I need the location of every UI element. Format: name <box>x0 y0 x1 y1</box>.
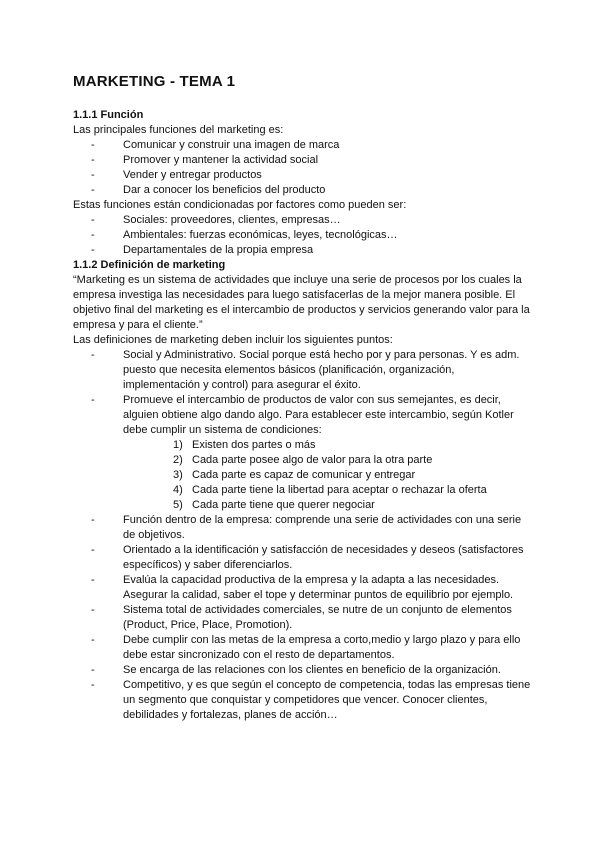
numbered-item <box>173 498 533 513</box>
bullet-list <box>73 213 533 258</box>
list-item: - Debe cumplir con las metas de la empresa a corto,medio y largo plazo y para ello debe estar sincronizado con el resto de departamentos. <box>91 633 533 663</box>
item-number: 5) <box>173 499 183 511</box>
item-text: Cada parte tiene que querer negociar <box>192 499 375 511</box>
list-item: - Dar a conocer los beneficios del producto <box>91 183 533 198</box>
list-item: - Departamentales de la propia empresa <box>91 243 533 258</box>
item-number: 1) <box>173 439 183 451</box>
paragraph: Las principales funciones del marketing es: <box>73 124 284 136</box>
document-body <box>73 108 533 723</box>
list-item: - Vender y entregar productos <box>91 168 533 183</box>
list-item: - Orientado a la identificación y satisfacción de necesidades y deseos (satisfactores específicos) y saber diferenciarlos. <box>91 543 533 573</box>
quote-paragraph: “Marketing es un sistema de actividades que incluye una serie de procesos por los cuales la empresa investiga las necesidades para luego satisfacerlas de la mejor manera posible. El objetivo final del marketing es el intercambio de productos y servicios generando valor para la empresa y para el cliente.” <box>73 274 530 331</box>
list-item: - Ambientales: fuerzas económicas, leyes, tecnológicas… <box>91 228 533 243</box>
list-item <box>91 393 533 513</box>
list-item-text: Promueve el intercambio de productos de valor con sus semejantes, es decir, alguien obtiene algo dando algo. Para establecer este intercambio, según Kotler debe cumplir un sistema de condiciones: <box>123 394 514 436</box>
numbered-list <box>123 438 533 513</box>
section-heading-definicion: 1.1.2 Definición de marketing <box>73 259 226 271</box>
list-item: - Se encarga de las relaciones con los clientes en beneficio de la organización. <box>91 663 533 678</box>
paragraph: Estas funciones están condicionadas por factores como pueden ser: <box>73 199 407 211</box>
bullet-list <box>73 348 533 723</box>
item-text: Cada parte tiene la libertad para aceptar o rechazar la oferta <box>192 484 487 496</box>
section-heading-funcion: 1.1.1 Función <box>73 109 144 121</box>
item-number: 3) <box>173 469 183 481</box>
item-text: Cada parte posee algo de valor para la otra parte <box>192 454 433 466</box>
list-item: - Comunicar y construir una imagen de marca <box>91 138 533 153</box>
numbered-item <box>173 483 533 498</box>
paragraph: Las definiciones de marketing deben incluir los siguientes puntos: <box>73 334 393 346</box>
bullet-list <box>73 138 533 198</box>
list-item: - Social y Administrativo. Social porque está hecho por y para personas. Y es adm. puesto que necesita elementos básicos (planificación, organización, implementación y control) para asegurar el éxito. <box>91 348 533 393</box>
list-item: - Promover y mantener la actividad social <box>91 153 533 168</box>
numbered-item <box>173 453 533 468</box>
list-item: - Evalúa la capacidad productiva de la empresa y la adapta a las necesidades. Asegurar la calidad, saber el tope y determinar puntos de equilibrio por ejemplo. <box>91 573 533 603</box>
list-item: - Competitivo, y es que según el concepto de competencia, todas las empresas tiene un segmento que conquistar y competidores que vencer. Conocer clientes, debilidades y fortalezas, planes de acción… <box>91 678 533 723</box>
item-text: Cada parte es capaz de comunicar y entregar <box>192 469 416 481</box>
list-item: - Sociales: proveedores, clientes, empresas… <box>91 213 533 228</box>
item-text: Existen dos partes o más <box>192 439 316 451</box>
document-title: MARKETING - TEMA 1 <box>73 73 236 90</box>
numbered-item <box>173 468 533 483</box>
list-item: - Sistema total de actividades comerciales, se nutre de un conjunto de elementos (Product, Price, Place, Promotion). <box>91 603 533 633</box>
item-number: 4) <box>173 484 183 496</box>
item-number: 2) <box>173 454 183 466</box>
numbered-item <box>173 438 533 453</box>
list-item: - Función dentro de la empresa: comprende una serie de actividades con una serie de objetivos. <box>91 513 533 543</box>
